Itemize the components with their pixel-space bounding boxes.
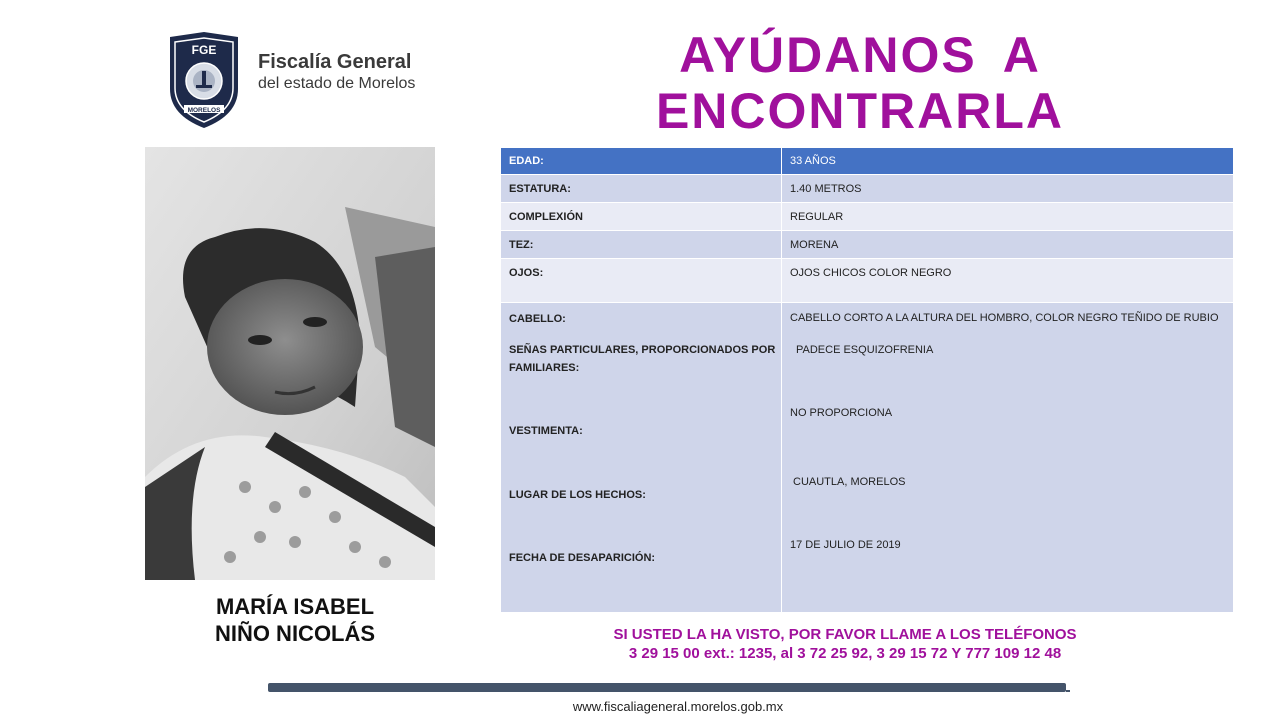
logo-bottom-text: MORELOS: [187, 107, 221, 114]
footer-divider: [268, 683, 1066, 692]
label-build: COMPLEXIÓN: [501, 203, 782, 231]
organization-name-line1: Fiscalía General: [258, 51, 412, 73]
row-skin: [501, 231, 1234, 259]
label-age: EDAD:: [501, 148, 782, 175]
label-place: LUGAR DE LOS HECHOS:: [509, 489, 646, 501]
value-marks: PADECE ESQUIZOFRENIA: [796, 344, 934, 356]
fge-logo: [166, 31, 242, 129]
label-eyes: OJOS:: [501, 259, 782, 303]
call-to-action-line1: SI USTED LA HA VISTO, POR FAVOR LLAME A LOS TELÉFONOS: [613, 626, 1077, 643]
value-skin: MORENA: [782, 231, 1234, 259]
row-details-block: [501, 303, 1234, 613]
label-marks-line2: FAMILIARES:: [509, 362, 580, 374]
organization-name: [258, 50, 415, 94]
label-clothing: VESTIMENTA:: [509, 425, 583, 437]
logo-text: FGE: [191, 43, 217, 57]
website-link[interactable]: www.fiscaliageneral.morelos.gob.mx: [572, 699, 784, 714]
row-height: [501, 175, 1234, 203]
row-age: [501, 148, 1234, 175]
value-eyes: OJOS CHICOS COLOR NEGRO: [782, 259, 1234, 303]
footer-divider-tick: [1066, 690, 1070, 692]
row-build: [501, 203, 1234, 231]
label-date: FECHA DE DESAPARICIÓN:: [509, 552, 656, 564]
organization-name-line2: del estado de Morelos: [258, 75, 416, 92]
label-skin: TEZ:: [501, 231, 782, 259]
fge-shield-icon: [166, 31, 242, 129]
value-hair: CABELLO CORTO A LA ALTURA DEL HOMBRO, COLOR NEGRO TEÑIDO DE RUBIO: [790, 312, 1219, 324]
person-name-line2: NIÑO NICOLÁS: [214, 621, 376, 646]
headline-line2: ENCONTRARLA: [655, 83, 1065, 139]
details-table: [500, 147, 1234, 613]
value-build: REGULAR: [782, 203, 1234, 231]
value-place: CUAUTLA, MORELOS: [793, 476, 906, 488]
missing-person-photo: [145, 147, 435, 580]
headline-line1: AYÚDANOS A: [679, 27, 1041, 83]
value-date: 17 DE JULIO DE 2019: [790, 539, 901, 551]
values-block: [782, 303, 1234, 613]
value-height: 1.40 METROS: [782, 175, 1234, 203]
label-hair: CABELLO:: [509, 313, 566, 325]
person-name-line1: MARÍA ISABEL: [215, 594, 375, 619]
label-height: ESTATURA:: [501, 175, 782, 203]
labels-block: [501, 303, 782, 613]
value-age: 33 AÑOS: [782, 148, 1234, 175]
value-clothing: NO PROPORCIONA: [790, 407, 893, 419]
row-eyes: [501, 259, 1234, 303]
label-marks-line1: SEÑAS PARTICULARES, PROPORCIONADOS POR: [509, 344, 776, 356]
call-to-action-phones: 3 29 15 00 ext.: 1235, al 3 72 25 92, 3 29 15 72 Y 777 109 12 48: [628, 645, 1062, 662]
